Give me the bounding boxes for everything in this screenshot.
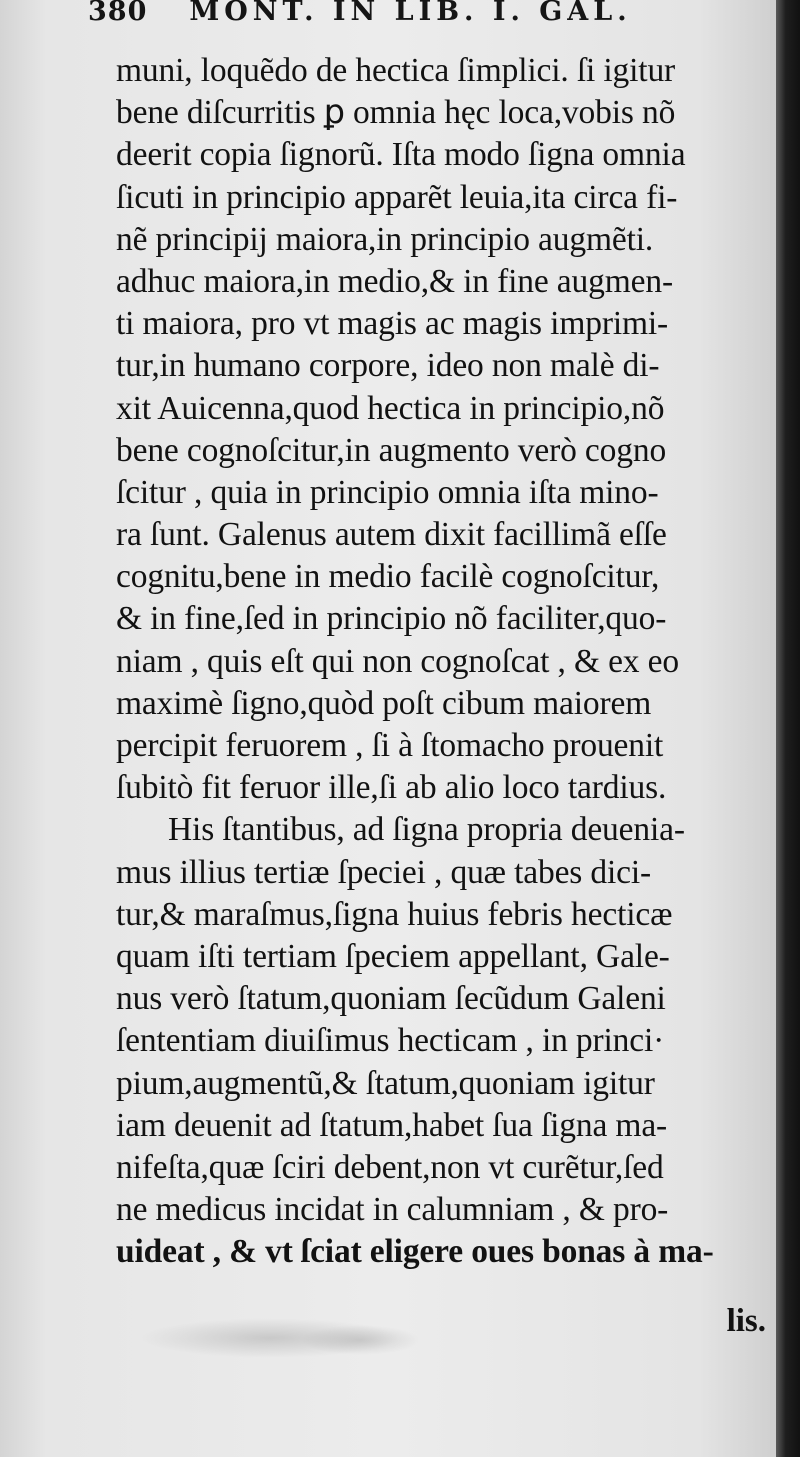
body-text [116,50,766,1273]
text-line: mus illius tertiæ ſpeciei , quæ tabes dici- [116,853,652,891]
text-line: nus verò ſtatum,quoniam ſecũdum Galeni [116,980,666,1018]
text-line: xit Auicenna,quod hectica in principio,nõ [116,389,665,427]
text-line: maximè ſigno,quòd poſt cibum maiorem [116,684,652,722]
text-line: ra ſunt. Galenus autem dixit facillimã eſſe [116,516,667,554]
text-line: cognitu,bene in medio facilè cognoſcitur, [116,558,660,596]
text-line: ſententiam diuiſimus hecticam , in princi· [116,1022,665,1060]
text-line: quam iſti tertiam ſpeciem appellant, Gale- [116,937,670,975]
text-line: niam , quis eſt qui non cognoſcat , & ex eo [116,642,679,680]
text-line: deerit copia ſignorũ. Iſta modo ſigna omnia [116,136,686,174]
text-line: bene diſcurritis ꝑ omnia hęc loca,vobis nõ [116,94,676,132]
text-line: muni, loquẽdo de hectica ſimplici. ſi igitur [116,52,676,89]
text-line: tur,& maraſmus,ſigna huius febris hecticæ [116,895,673,933]
text-line: adhuc maiora,in medio,& in fine augmen- [116,262,673,300]
text-line: ſcitur , quia in principio omnia iſta mino- [116,473,659,511]
running-head [88,0,776,38]
running-title: MONT. IN LIB. I. GAL. [189,0,632,27]
text-line: ſicuti in principio apparẽt leuia,ita circa fi- [116,178,678,216]
paragraph-start-line: His ſtantibus, ad ſigna propria deuenia- [168,811,685,849]
text-line: nifeſta,quæ ſciri debent,non vt curẽtur,ſed [116,1148,664,1186]
text-line: pium,augmentũ,& ſtatum,quoniam igitur [116,1064,655,1102]
text-line: tur,in humano corpore, ideo non malè di- [116,347,660,385]
text-line: nẽ principij maiora,in principio augmẽti. [116,220,654,258]
text-line: uideat , & vt ſciat eligere oues bonas à ma- [116,1233,714,1271]
catchword: lis. [726,1303,766,1339]
text-line: ne medicus incidat in calumniam , & pro- [116,1191,669,1229]
ink-bleed-through [300,1325,420,1355]
text-line: ſubitò fit feruor ille,ſi ab alio loco tardius. [116,769,667,807]
text-line: & in fine,ſed in principio nõ faciliter,quo- [116,600,667,638]
text-line: percipit feruorem , ſi à ſtomacho prouenit [116,727,664,764]
text-line: bene cognoſcitur,in augmento verò cogno [116,431,667,469]
text-line: iam deuenit ad ſtatum,habet ſua ſigna ma- [116,1106,668,1144]
page-edge-shadow [776,0,800,1457]
text-line: ti maiora, pro vt magis ac magis imprimi- [116,305,669,343]
page-number: 380 [88,0,148,27]
